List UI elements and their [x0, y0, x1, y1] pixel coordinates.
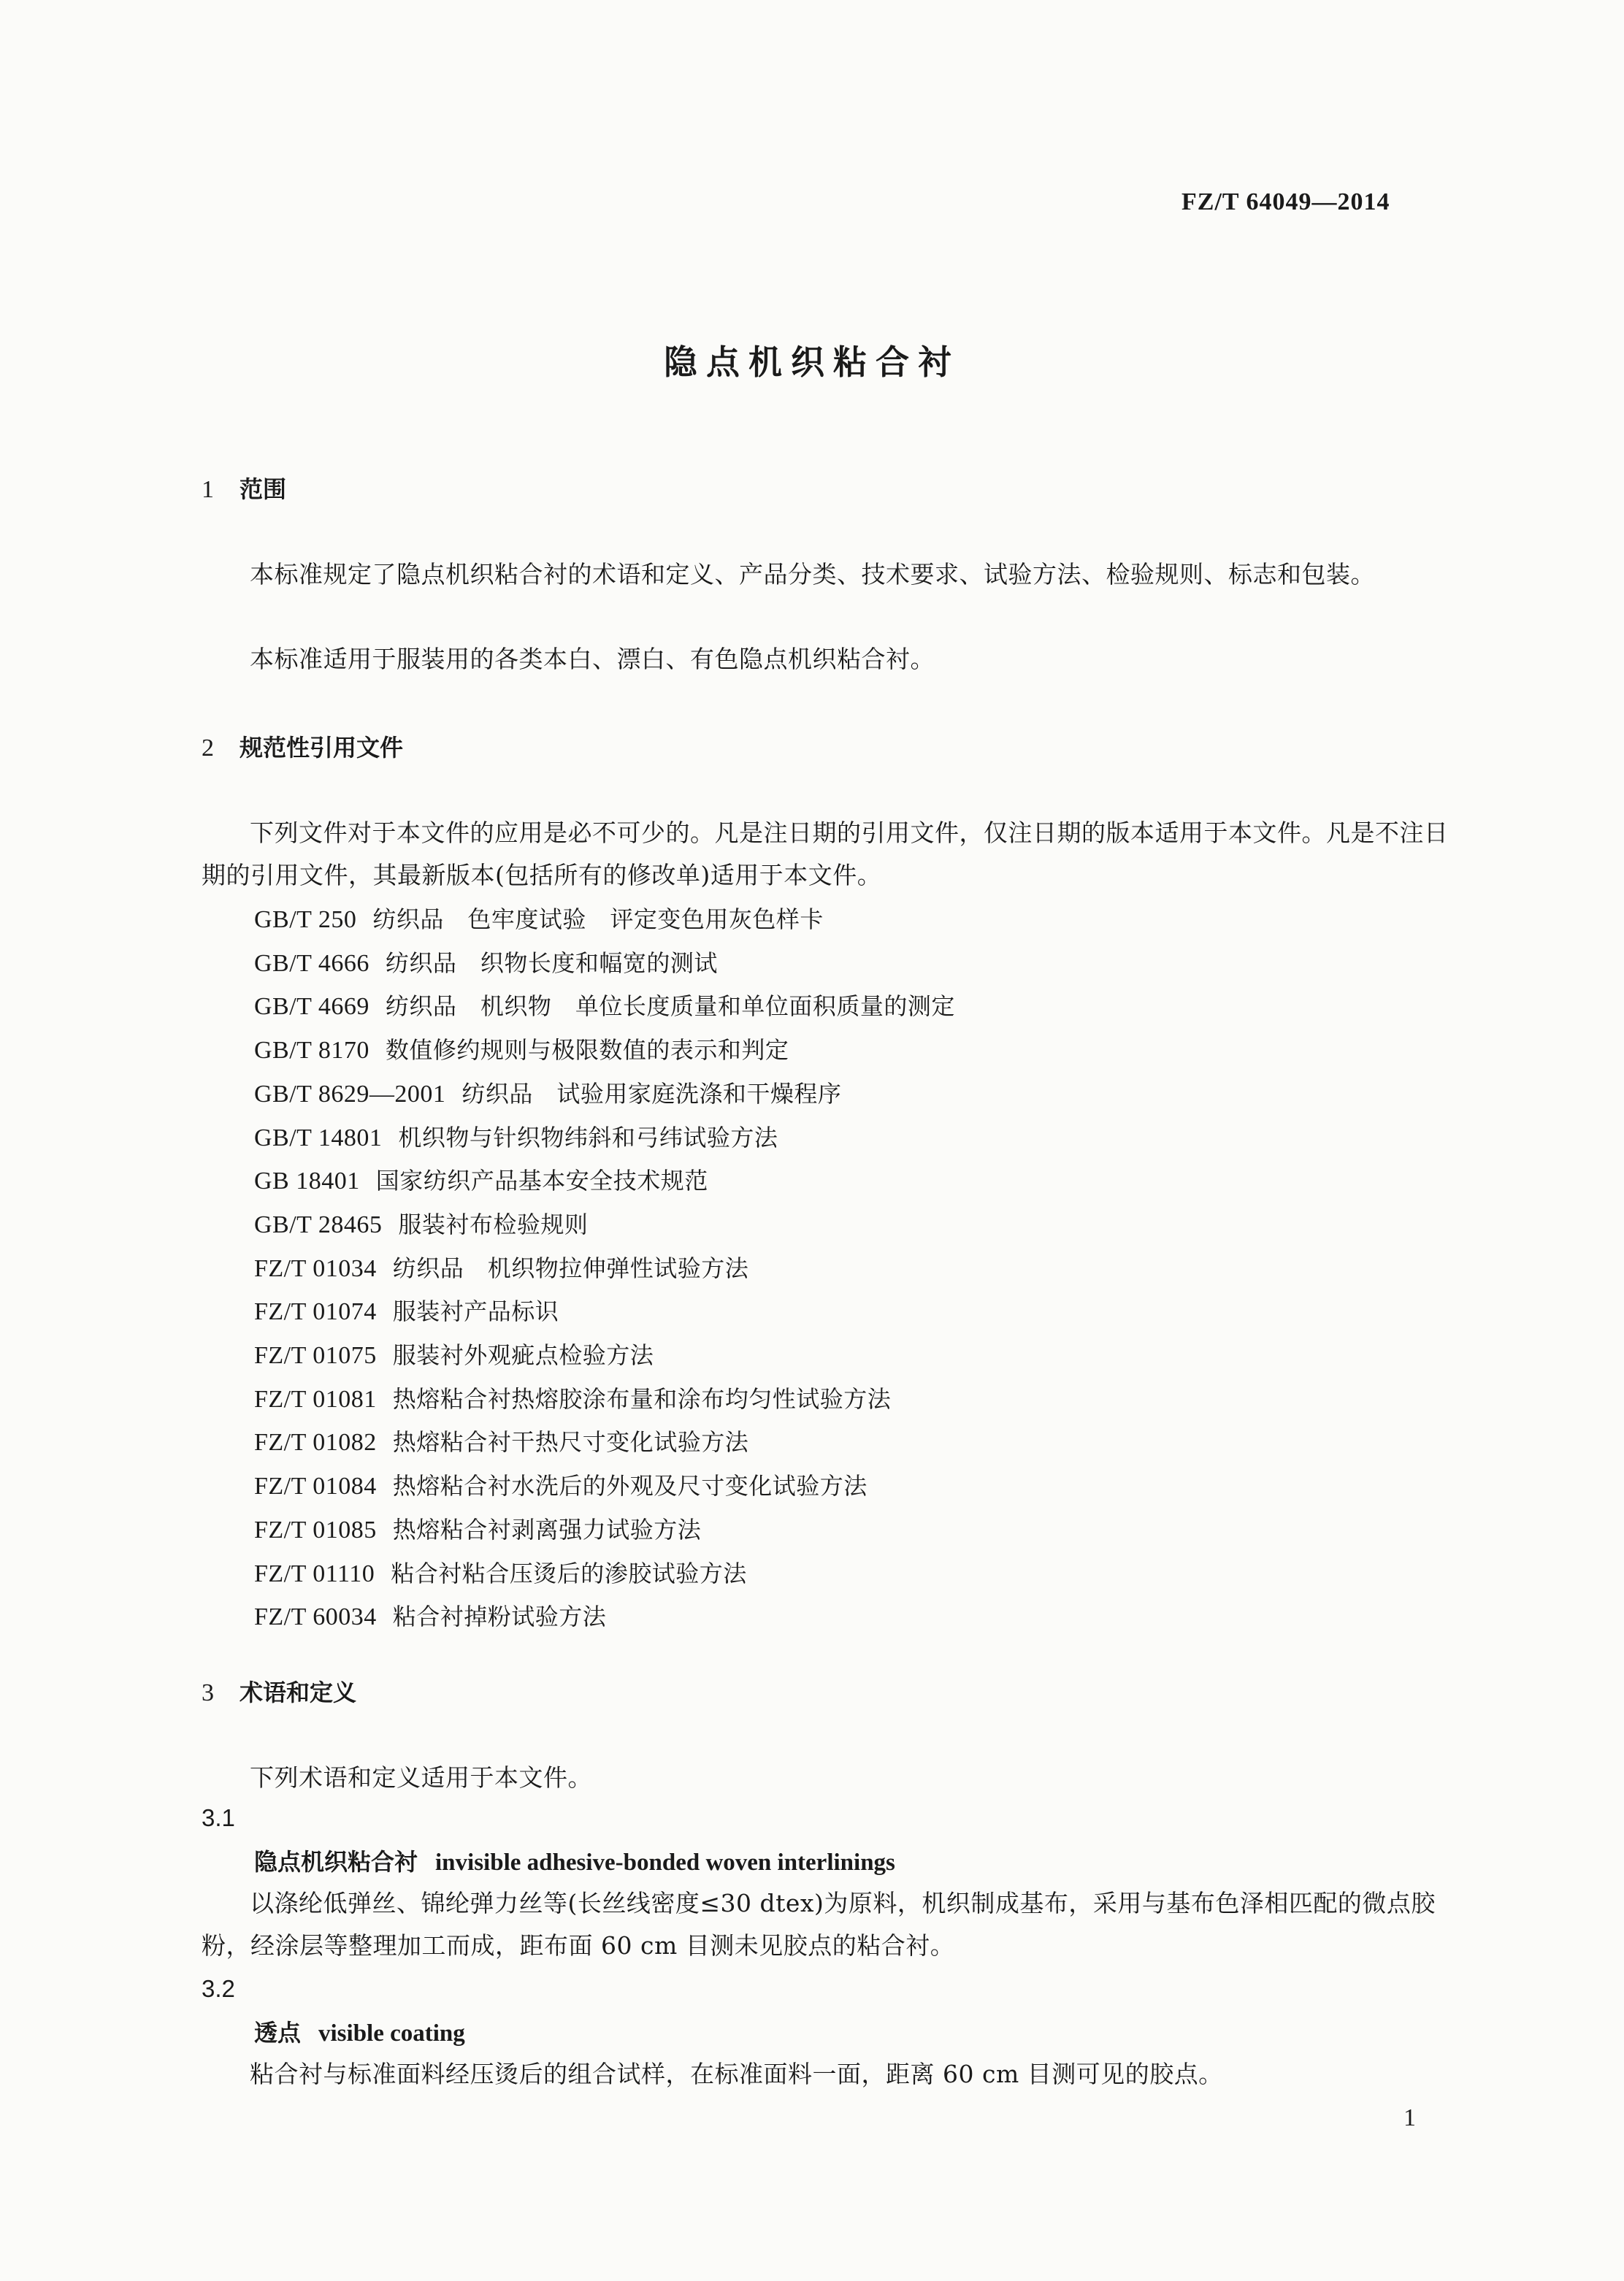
standard-code: FZ/T 64049—2014: [1181, 188, 1390, 215]
reference-item: FZ/T 01074 服装衬产品标识: [254, 1297, 559, 1326]
paragraph: 本标准适用于服装用的各类本白、漂白、有色隐点机织粘合衬。: [250, 645, 935, 673]
clause-number: 3.1: [202, 1804, 235, 1831]
reference-item: FZ/T 01034 纺织品 机织物拉伸弹性试验方法: [254, 1254, 749, 1282]
term-en: invisible adhesive-bonded woven interlinings: [435, 1849, 895, 1876]
page-number: 1: [1403, 2104, 1416, 2131]
reference-item: FZ/T 01085 热熔粘合衬剥离强力试验方法: [254, 1515, 702, 1544]
document-title: 隐点机织粘合衬: [664, 342, 960, 382]
reference-item: FZ/T 01075 服装衬外观疵点检验方法: [254, 1341, 654, 1370]
reference-item: GB/T 28465 服装衬布检验规则: [254, 1210, 589, 1238]
term-cn: 隐点机织粘合衬: [254, 1848, 418, 1876]
reference-item: GB 18401 国家纺织产品基本安全技术规范: [254, 1167, 708, 1195]
reference-item: FZ/T 60034 粘合衬掉粉试验方法: [254, 1603, 607, 1631]
section-1-heading: [202, 475, 286, 505]
section-2-heading: [202, 733, 403, 763]
term-en: visible coating: [318, 2020, 465, 2047]
reference-item: FZ/T 01110 粘合衬粘合压烫后的渗胶试验方法: [254, 1559, 747, 1587]
reference-item: GB/T 4666 纺织品 织物长度和幅宽的测试: [254, 948, 718, 977]
section-title: 规范性引用文件: [240, 734, 404, 762]
reference-item: GB/T 4669 纺织品 机织物 单位长度质量和单位面积质量的测定: [254, 992, 955, 1021]
section-number: 1: [202, 476, 214, 503]
paragraph: 下列术语和定义适用于本文件。: [250, 1763, 592, 1792]
term-heading: [254, 1847, 895, 1877]
reference-item: GB/T 14801 机织物与针织物纬斜和弓纬试验方法: [254, 1123, 778, 1151]
term-heading: [254, 2018, 465, 2048]
definition: 粘合衬与标准面料经压烫后的组合试样，在标准面料一面，距离 60 cm 目测可见的胶点。: [250, 2060, 1223, 2088]
clause-number: 3.2: [202, 1975, 235, 2002]
section-title: 术语和定义: [240, 1679, 357, 1706]
reference-list: [254, 898, 955, 1639]
section-number: 2: [202, 735, 214, 762]
reference-item: GB/T 8629—2001 纺织品 试验用家庭洗涤和干燥程序: [254, 1079, 842, 1108]
term-cn: 透点: [254, 2019, 302, 2047]
reference-item: GB/T 8170 数值修约规则与极限数值的表示和判定: [254, 1036, 789, 1065]
reference-item: GB/T 250 纺织品 色牢度试验 评定变色用灰色样卡: [254, 905, 824, 933]
section-3-heading: [202, 1678, 356, 1708]
section-title: 范围: [240, 475, 287, 503]
definition: 以涤纶低弹丝、锦纶弹力丝等(长丝线密度≤30 dtex)为原料，机织制成基布，采用与基布色泽相匹配的微点胶粉，经涂层等整理加工而成，距布面 60 cm 目测未见胶点的粘合衬。: [202, 1889, 1436, 1960]
reference-item: FZ/T 01081 热熔粘合衬热熔胶涂布量和涂布均匀性试验方法: [254, 1384, 892, 1413]
paragraph: 下列文件对于本文件的应用是必不可少的。凡是注日期的引用文件，仅注日期的版本适用于本文件。凡是不注日期的引用文件，其最新版本(包括所有的修改单)适用于本文件。: [202, 819, 1449, 889]
paragraph: 本标准规定了隐点机织粘合衬的术语和定义、产品分类、技术要求、试验方法、检验规则、标志和包装。: [250, 560, 1375, 589]
section-number: 3: [202, 1679, 214, 1706]
reference-item: FZ/T 01084 热熔粘合衬水洗后的外观及尺寸变化试验方法: [254, 1472, 867, 1500]
reference-item: FZ/T 01082 热熔粘合衬干热尺寸变化试验方法: [254, 1428, 749, 1457]
